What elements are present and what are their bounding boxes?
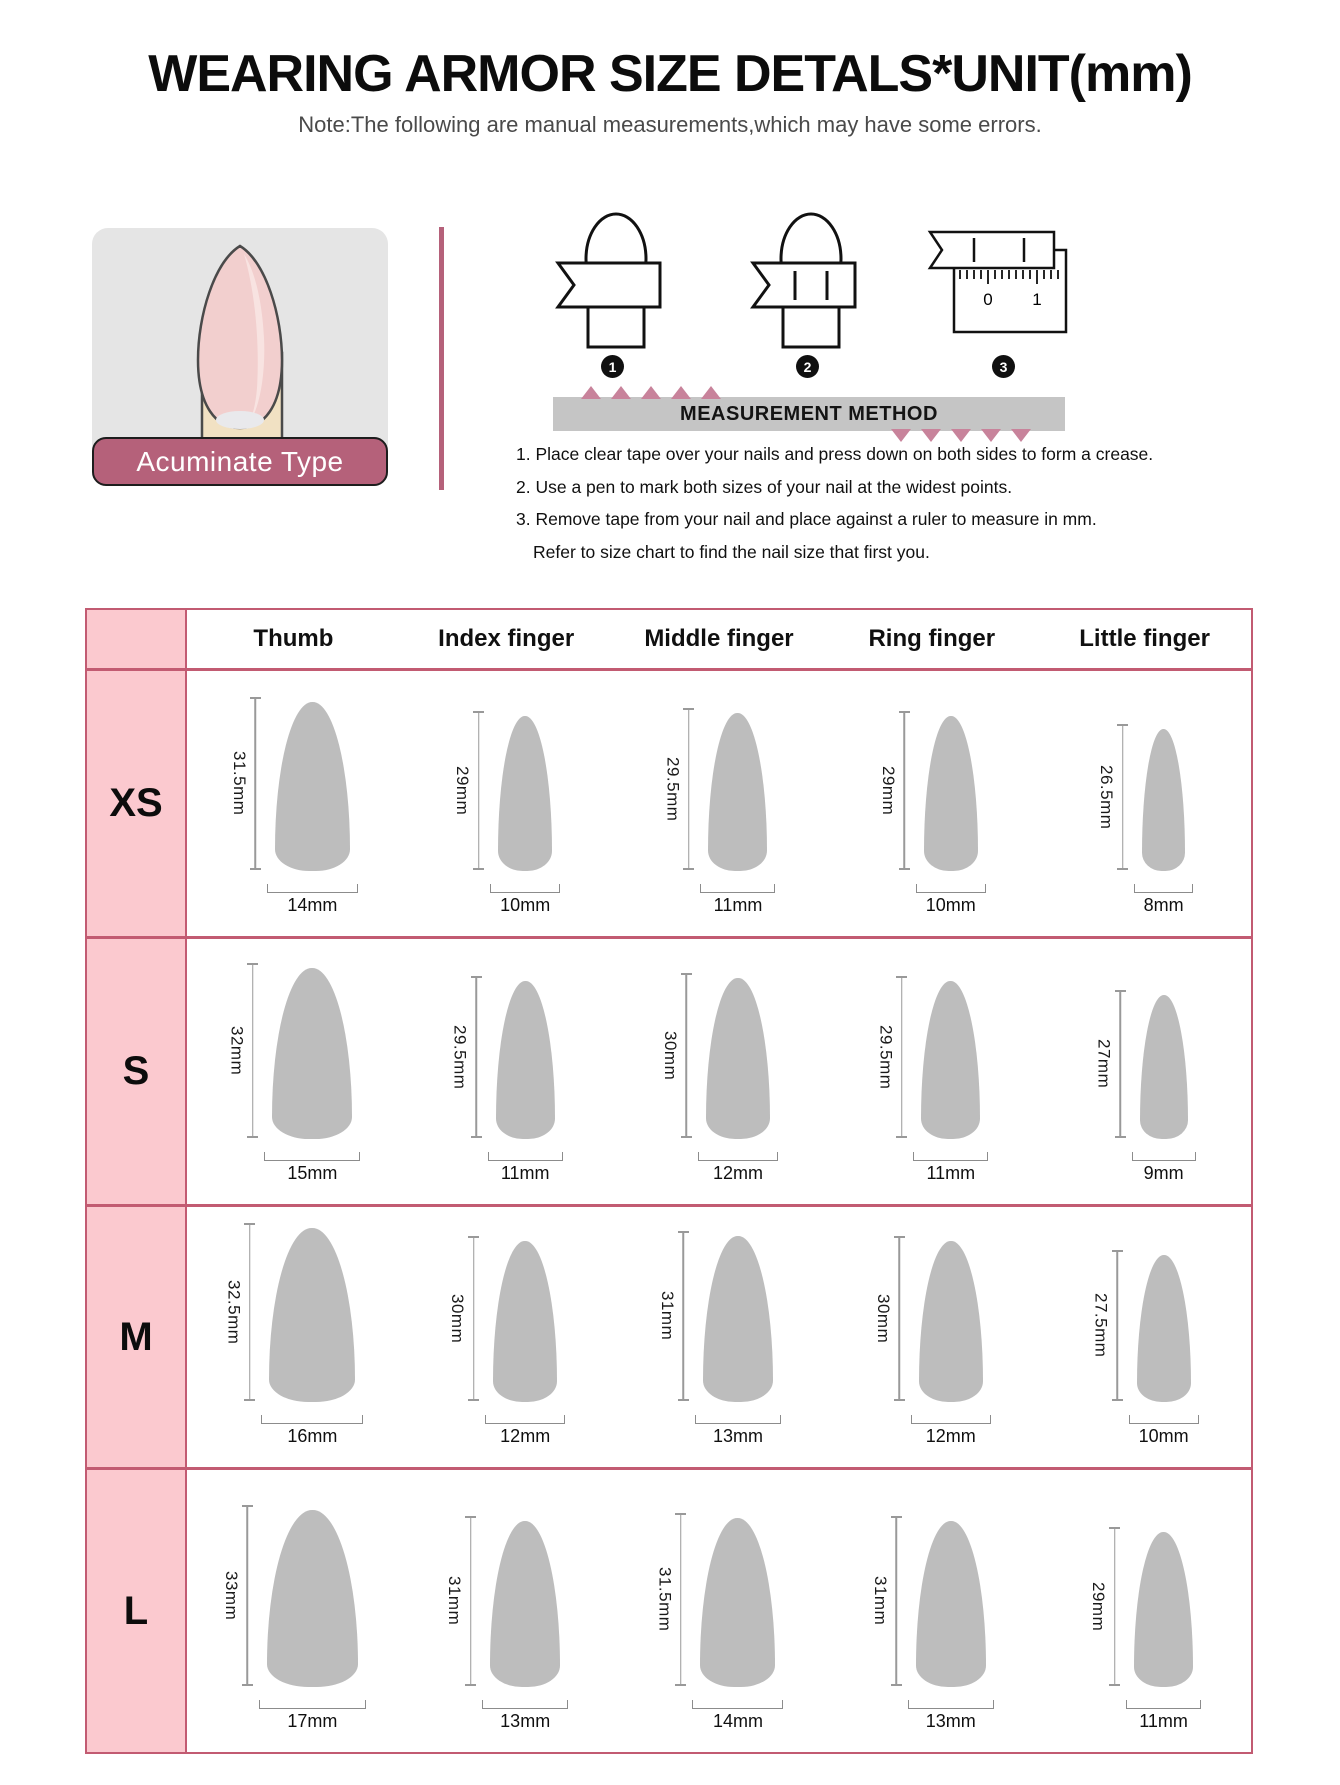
length-label: 27mm	[1094, 1039, 1114, 1089]
page-subtitle: Note:The following are manual measurements,which may have some errors.	[298, 112, 1042, 137]
width-measure-line	[259, 1700, 366, 1709]
nail-shape	[498, 716, 552, 871]
triangle-up-decoration	[701, 386, 721, 399]
triangle-up-decoration	[641, 386, 661, 399]
length-measure-line	[471, 976, 482, 1138]
width-label: 9mm	[1143, 1163, 1184, 1183]
length-measure-line	[896, 976, 907, 1138]
width-measure-line	[1132, 1152, 1196, 1161]
nail-size-cell	[613, 671, 826, 936]
length-measure	[654, 1513, 686, 1686]
nail-size-cell	[613, 1470, 826, 1752]
step3-ruler-measure-icon	[926, 210, 1076, 347]
width-label: 16mm	[287, 1426, 338, 1446]
triangle-up-decoration	[671, 386, 691, 399]
length-label: 32mm	[227, 1025, 247, 1076]
length-label: 29mm	[453, 765, 473, 816]
length-measure	[223, 1223, 255, 1401]
length-measure-line	[681, 973, 692, 1138]
width-label: 15mm	[287, 1163, 338, 1183]
width-measure-line	[1129, 1415, 1199, 1424]
nail-size-cell	[825, 939, 1038, 1204]
measurement-method-banner	[553, 397, 1065, 431]
size-table	[85, 608, 1253, 1754]
width-label: 8mm	[1143, 895, 1184, 915]
nail-shape	[496, 981, 555, 1139]
step2-pen-marks-icon	[745, 203, 870, 355]
length-label: 30mm	[660, 1030, 680, 1081]
length-label: 29.5mm	[663, 756, 683, 822]
nail-size-cell	[825, 671, 1038, 936]
size-row-l	[87, 1467, 1251, 1752]
length-measure-line	[473, 711, 484, 870]
width-label: 10mm	[925, 895, 976, 915]
width-label: 10mm	[1138, 1426, 1189, 1446]
instruction-line: 3. Remove tape from your nail and place against a ruler to measure in mm.	[516, 509, 1097, 529]
length-measure-line	[242, 1505, 253, 1686]
nail-shape	[703, 1236, 773, 1402]
width-measure-line	[911, 1415, 991, 1424]
width-label: 13mm	[925, 1711, 976, 1731]
length-measure	[447, 1236, 479, 1401]
length-label: 32.5mm	[224, 1279, 244, 1345]
width-label: 13mm	[712, 1426, 763, 1446]
nail-size-cell	[187, 1470, 400, 1752]
length-label: 31.5mm	[655, 1567, 675, 1632]
ruler-zero-label: 0	[983, 290, 993, 309]
length-measure	[229, 697, 261, 870]
width-measure-line	[1134, 884, 1193, 893]
table-corner-cell	[87, 610, 187, 668]
nail-size-cell	[187, 939, 400, 1204]
nail-size-cell	[613, 939, 826, 1204]
length-measure-line	[244, 1223, 255, 1401]
nail-size-cell	[1038, 939, 1251, 1204]
length-measure-line	[250, 697, 261, 870]
nail-shape	[490, 1521, 560, 1687]
column-header: Thumb	[253, 625, 334, 652]
length-measure-line	[1112, 1250, 1123, 1401]
length-measure-line	[1117, 724, 1128, 870]
length-label: 30mm	[873, 1293, 893, 1344]
length-measure	[221, 1505, 253, 1686]
length-measure-line	[1109, 1527, 1120, 1686]
length-label: 27.5mm	[1091, 1293, 1111, 1358]
nail-shape	[1140, 995, 1188, 1139]
step2-number-badge: 2	[796, 355, 819, 378]
width-measure-line	[261, 1415, 363, 1424]
nail-shape	[700, 1518, 775, 1687]
nail-size-cell	[187, 671, 400, 936]
nail-size-cell	[1038, 1470, 1251, 1752]
length-measure-line	[894, 1236, 905, 1401]
length-measure	[657, 1231, 689, 1401]
length-label: 29mm	[878, 765, 898, 816]
length-label: 31mm	[445, 1576, 465, 1626]
length-measure	[660, 973, 692, 1138]
step1-tape-over-nail-icon	[550, 203, 675, 355]
instruction-line: 2. Use a pen to mark both sizes of your nail at the widest points.	[516, 476, 1013, 497]
column-header: Index finger	[438, 625, 575, 652]
nail-shape	[919, 1241, 983, 1402]
length-measure	[444, 1516, 476, 1686]
column-header: Middle finger	[644, 625, 794, 652]
width-measure-line	[264, 1152, 360, 1161]
length-measure	[875, 976, 907, 1138]
nail-size-cell	[400, 1207, 613, 1467]
nail-shape	[493, 1241, 557, 1402]
nail-shape	[1137, 1255, 1191, 1402]
ruler-one-label: 1	[1032, 290, 1042, 309]
nail-size-cell	[400, 939, 613, 1204]
size-label: S	[87, 939, 187, 1204]
width-label: 17mm	[287, 1711, 338, 1731]
nail-shape	[921, 981, 980, 1139]
nail-shape	[1142, 729, 1185, 871]
length-label: 31.5mm	[229, 751, 249, 816]
nail-shape	[916, 1521, 986, 1687]
width-measure-line	[488, 1152, 563, 1161]
width-label: 11mm	[500, 1163, 550, 1183]
width-measure-line	[908, 1700, 994, 1709]
size-table-body	[87, 668, 1251, 1752]
vertical-divider	[439, 227, 444, 490]
width-measure-line	[490, 884, 560, 893]
column-header: Little finger	[1079, 625, 1210, 652]
length-measure-line	[899, 711, 910, 870]
width-label: 12mm	[500, 1426, 551, 1446]
length-measure	[1094, 990, 1126, 1138]
size-row-s	[87, 936, 1251, 1204]
nail-shape	[1134, 1532, 1193, 1687]
instruction-line: 1. Place clear tape over your nails and press down on both sides to form a crease.	[516, 444, 1154, 464]
nail-shape	[706, 978, 770, 1139]
nail-size-cell	[187, 1207, 400, 1467]
nail-size-cell	[1038, 671, 1251, 936]
length-measure	[226, 963, 258, 1138]
length-measure	[662, 708, 694, 870]
instruction-line: Refer to size chart to find the nail size that first you.	[533, 541, 930, 562]
length-measure	[1088, 1527, 1120, 1686]
page-title: WEARING ARMOR SIZE DETALS*UNIT(mm)	[148, 45, 1192, 103]
width-measure-line	[692, 1700, 783, 1709]
nail-type-banner	[92, 437, 388, 486]
length-measure	[873, 1236, 905, 1401]
nail-size-cell	[400, 1470, 613, 1752]
width-label: 12mm	[712, 1163, 763, 1183]
length-measure-line	[247, 963, 258, 1138]
column-header: Ring finger	[868, 625, 996, 652]
width-label: 14mm	[712, 1711, 763, 1731]
width-label: 10mm	[500, 895, 551, 915]
measurement-method-title: MEASUREMENT METHOD	[680, 402, 938, 425]
triangle-up-decoration	[581, 386, 601, 399]
width-label: 13mm	[500, 1711, 551, 1731]
length-label: 30mm	[448, 1293, 468, 1344]
size-label: L	[87, 1470, 187, 1752]
length-measure-line	[1115, 990, 1126, 1138]
length-measure-line	[683, 708, 694, 870]
width-measure-line	[695, 1415, 781, 1424]
width-measure-line	[482, 1700, 568, 1709]
size-label: XS	[87, 671, 187, 936]
width-measure-line	[1126, 1700, 1201, 1709]
width-measure-line	[916, 884, 986, 893]
width-measure-line	[698, 1152, 778, 1161]
length-measure	[450, 976, 482, 1138]
step1-number-badge: 1	[601, 355, 624, 378]
nail-shape	[272, 968, 352, 1139]
width-label: 12mm	[925, 1426, 976, 1446]
length-label: 31mm	[657, 1291, 677, 1341]
width-measure-line	[913, 1152, 988, 1161]
nail-shape	[269, 1228, 355, 1402]
step3-number-badge: 3	[992, 355, 1015, 378]
length-measure	[1091, 1250, 1123, 1401]
length-label: 31mm	[870, 1576, 890, 1626]
nail-shape	[267, 1510, 358, 1687]
length-measure-line	[468, 1236, 479, 1401]
size-table-header	[87, 610, 1251, 668]
length-label: 33mm	[221, 1570, 241, 1621]
length-measure-line	[465, 1516, 476, 1686]
size-row-m	[87, 1204, 1251, 1467]
nail-size-cell	[825, 1207, 1038, 1467]
length-measure-line	[678, 1231, 689, 1401]
nail-size-cell	[1038, 1207, 1251, 1467]
triangle-up-decoration	[611, 386, 631, 399]
width-measure-line	[267, 884, 358, 893]
width-label: 14mm	[287, 895, 338, 915]
width-label: 11mm	[713, 895, 763, 915]
nail-size-cell	[400, 671, 613, 936]
width-measure-line	[700, 884, 775, 893]
length-label: 26.5mm	[1097, 764, 1117, 830]
measurement-instructions	[516, 438, 1153, 568]
nail-size-cell	[613, 1207, 826, 1467]
nail-type-label: Acuminate Type	[136, 445, 344, 477]
length-measure	[870, 1516, 902, 1686]
nail-shape	[924, 716, 978, 871]
length-label: 29.5mm	[450, 1024, 470, 1090]
width-measure-line	[485, 1415, 565, 1424]
length-measure	[878, 711, 910, 870]
width-label: 11mm	[1139, 1711, 1188, 1731]
length-measure	[1096, 724, 1128, 870]
size-label: M	[87, 1207, 187, 1467]
length-measure-line	[891, 1516, 902, 1686]
nail-size-cell	[825, 1470, 1038, 1752]
length-measure-line	[675, 1513, 686, 1686]
nail-shape	[275, 702, 350, 871]
length-measure	[452, 711, 484, 870]
nail-shape	[708, 713, 767, 871]
size-row-xs	[87, 668, 1251, 936]
width-label: 11mm	[926, 1163, 976, 1183]
length-label: 29mm	[1089, 1581, 1109, 1632]
length-label: 29.5mm	[876, 1024, 896, 1090]
